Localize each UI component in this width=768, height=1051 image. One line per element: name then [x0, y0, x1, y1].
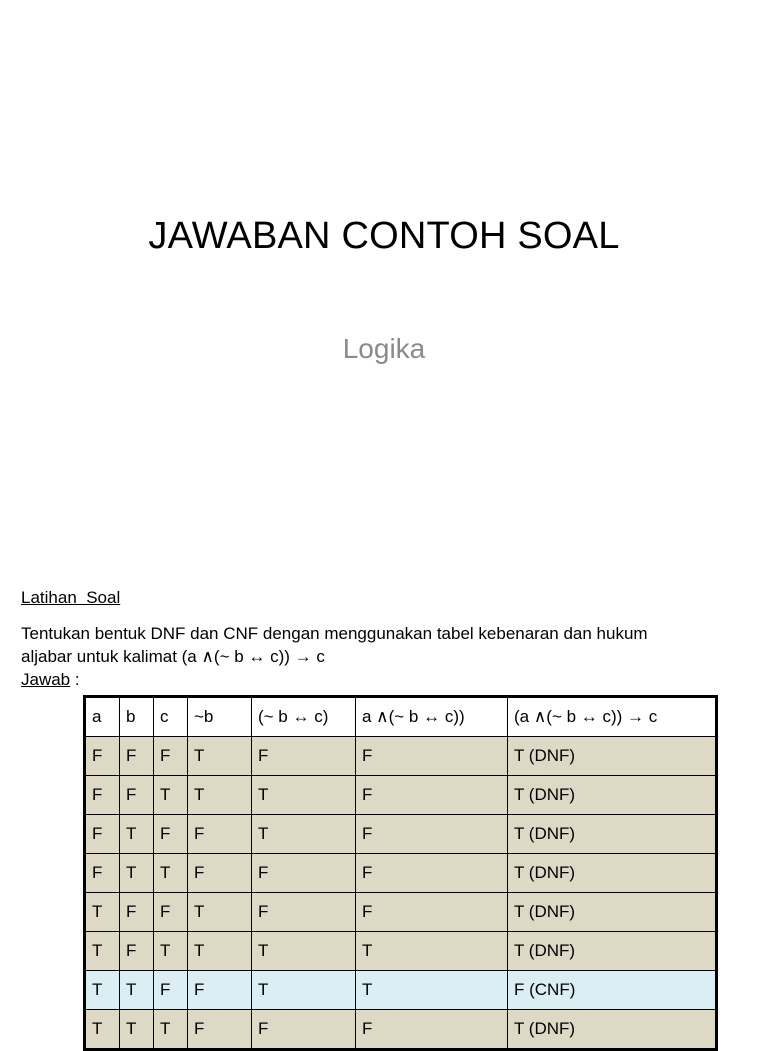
table-cell: T — [85, 893, 120, 932]
table-cell: F — [154, 893, 188, 932]
table-cell: T — [252, 815, 356, 854]
answer-label-text: Jawab — [21, 670, 71, 689]
truth-table — [83, 695, 718, 1051]
table-row — [85, 737, 717, 776]
table-cell: F — [85, 776, 120, 815]
table-cell: T (DNF) — [508, 1010, 717, 1050]
question-line-2: aljabar untuk kalimat (a ∧(~ b ↔ c)) → c — [21, 647, 325, 666]
table-cell: F — [120, 776, 154, 815]
table-cell: T — [154, 1010, 188, 1050]
table-cell: F — [85, 854, 120, 893]
header-cell: c — [154, 697, 188, 737]
table-cell: T — [356, 932, 508, 971]
table-cell: T — [188, 737, 252, 776]
header-cell: a ∧(~ b ↔ c)) — [356, 697, 508, 737]
table-cell: T (DNF) — [508, 893, 717, 932]
table-cell: F — [252, 893, 356, 932]
table-cell: F — [356, 1010, 508, 1050]
table-cell: F — [188, 971, 252, 1010]
table-cell: F — [356, 737, 508, 776]
table-cell: T — [120, 815, 154, 854]
table-cell: F (CNF) — [508, 971, 717, 1010]
table-cell: F — [356, 776, 508, 815]
table-cell: F — [85, 815, 120, 854]
table-cell: T — [188, 932, 252, 971]
table-cell: F — [120, 737, 154, 776]
slide-subtitle: Logika — [342, 333, 426, 364]
table-cell: T — [154, 776, 188, 815]
table-cell: T (DNF) — [508, 776, 717, 815]
header-cell: b — [120, 697, 154, 737]
slide-title: JAWABAN CONTOH SOAL — [148, 215, 620, 257]
answer-label — [21, 670, 80, 690]
table-cell: F — [188, 815, 252, 854]
header-cell: ~b — [188, 697, 252, 737]
question-text — [21, 622, 751, 668]
table-cell: T — [120, 1010, 154, 1050]
table-row — [85, 971, 717, 1010]
table-header-row — [85, 697, 717, 737]
table-cell: F — [154, 815, 188, 854]
table-cell: T (DNF) — [508, 815, 717, 854]
header-cell: a — [85, 697, 120, 737]
question-line-1: Tentukan bentuk DNF dan CNF dengan menggunakan tabel kebenaran dan hukum — [21, 624, 648, 643]
table-row — [85, 893, 717, 932]
table-cell: F — [356, 854, 508, 893]
header-cell: (a ∧(~ b ↔ c)) → c — [508, 697, 717, 737]
table-cell: T — [120, 971, 154, 1010]
table-cell: F — [188, 1010, 252, 1050]
table-cell: F — [154, 971, 188, 1010]
table-cell: F — [356, 893, 508, 932]
table-cell: T — [252, 971, 356, 1010]
table-cell: T (DNF) — [508, 854, 717, 893]
table-cell: T — [154, 932, 188, 971]
table-row — [85, 854, 717, 893]
table-cell: F — [356, 815, 508, 854]
table-cell: T — [356, 971, 508, 1010]
table-cell: F — [154, 737, 188, 776]
table-cell: T (DNF) — [508, 737, 717, 776]
header-cell: (~ b ↔ c) — [252, 697, 356, 737]
table-cell: T — [120, 854, 154, 893]
table-cell: T — [85, 932, 120, 971]
table-cell: F — [252, 854, 356, 893]
table-cell: F — [120, 893, 154, 932]
table-cell: F — [252, 737, 356, 776]
table-cell: F — [252, 1010, 356, 1050]
table-cell: T (DNF) — [508, 932, 717, 971]
table-cell: F — [120, 932, 154, 971]
table-cell: T — [188, 776, 252, 815]
table-cell: F — [188, 854, 252, 893]
table-cell: T — [188, 893, 252, 932]
table-row — [85, 1010, 717, 1050]
section-label: Latihan Soal — [21, 588, 121, 607]
table-cell: T — [252, 932, 356, 971]
table-row — [85, 776, 717, 815]
table-row — [85, 932, 717, 971]
table-cell: T — [85, 971, 120, 1010]
answer-label-colon: : — [70, 670, 80, 689]
table-cell: F — [85, 737, 120, 776]
table-cell: T — [252, 776, 356, 815]
table-cell: T — [85, 1010, 120, 1050]
table-cell: T — [154, 854, 188, 893]
table-row — [85, 815, 717, 854]
